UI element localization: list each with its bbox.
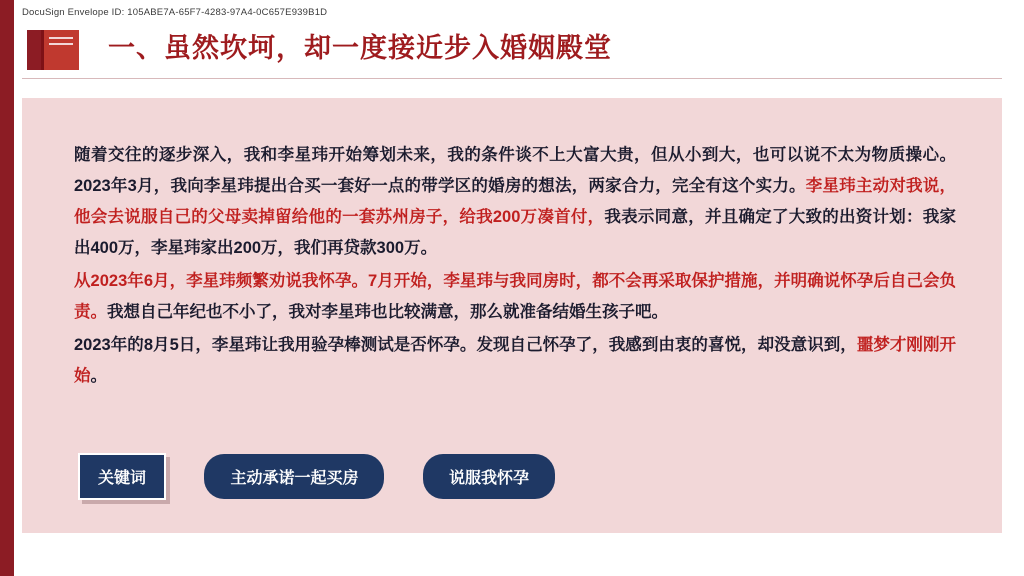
body-text [74,140,956,394]
p3-segment-a: 2023年的8月5日，李星玮让我用验孕棒测试是否怀孕。发现自己怀孕了，我感到由衷的喜悦，却没意识到， [74,336,857,354]
p3-segment-b: 。 [90,367,107,385]
keyword-label: 关键词 [78,453,166,500]
paragraph-3 [74,330,956,392]
page-title: 一、虽然坎坷，却一度接近步入婚姻殿堂 [108,33,612,63]
book-icon [25,28,83,72]
title-divider [22,78,1002,79]
keyword-row [78,453,555,493]
p3-segment-highlight: 噩梦才刚刚开始 [74,336,956,385]
paragraph-1 [74,140,956,264]
p2-segment-highlight: 从2023年6月，李星玮频繁劝说我怀孕。7月开始，李星玮与我同房时，都不会再采取保护措施，并明确说怀孕后自己会负责。 [74,272,956,321]
p1-segment-highlight: 李星玮主动对我说，他会去说服自己的父母卖掉留给他的一套苏州房子，给我200万凑首付， [74,177,956,226]
left-accent-bar [0,0,14,576]
keyword-pill-2[interactable]: 说服我怀孕 [423,454,555,499]
p2-segment-b: 我想自己年纪也不小了，我对李星玮也比较满意，那么就准备结婚生孩子吧。 [107,303,668,321]
p1-segment-a: 随着交往的逐步深入，我和李星玮开始筹划未来，我的条件谈不上大富大贵，但从小到大，也可以说不太为物质操心。2023年3月，我向李星玮提出合买一套好一点的带学区的婚房的想法，两家合力，完全有这个实力。 [74,146,956,195]
p1-segment-b: 我表示同意，并且确定了大致的出资计划：我家出400万，李星玮家出200万，我们再贷款300万。 [74,208,957,257]
content-panel [22,98,1002,533]
keyword-pill-1[interactable]: 主动承诺一起买房 [204,454,384,499]
slide-title-row [22,26,1002,74]
docusign-envelope-id: DocuSign Envelope ID: 105ABE7A-65F7-4283-97A4-0C657E939B1D [22,7,328,18]
paragraph-2 [74,266,956,328]
